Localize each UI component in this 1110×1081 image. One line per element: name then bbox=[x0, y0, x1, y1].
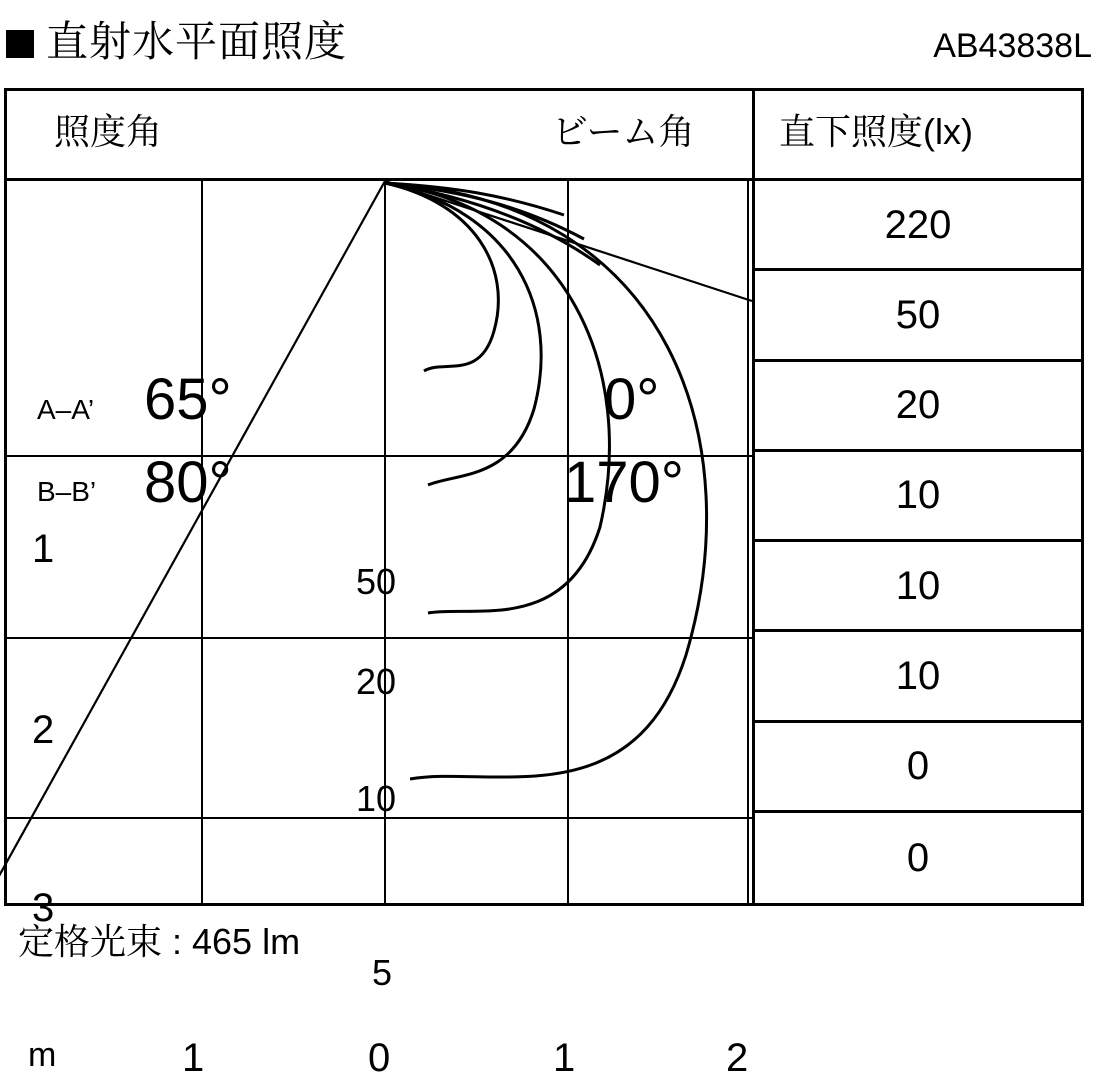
table-row bbox=[755, 271, 1081, 361]
page-title: 直射水平面照度 bbox=[46, 18, 348, 65]
cell-value: 10 bbox=[895, 563, 941, 608]
x-axis-unit-label: m bbox=[28, 1036, 57, 1074]
x-tick-label-left-1: 1 bbox=[182, 1036, 205, 1080]
contour-label-5: 5 bbox=[372, 952, 393, 993]
table-row bbox=[755, 813, 1081, 903]
column-header-beam-angle: ビーム角 bbox=[552, 111, 695, 152]
y-tick-label-3: 3 bbox=[32, 886, 55, 930]
cell-value: 10 bbox=[895, 653, 941, 698]
table-row bbox=[755, 723, 1081, 813]
filled-square-icon bbox=[6, 30, 34, 58]
annotation-bb-angle: 80° bbox=[144, 450, 232, 515]
contour-label-20: 20 bbox=[356, 661, 397, 702]
cell-value: 220 bbox=[884, 202, 952, 247]
column-header-illuminance-angle: 照度角 bbox=[54, 111, 163, 152]
annotation-aa-label: A–A’ bbox=[37, 394, 95, 425]
annotation-aa-angle: 65° bbox=[144, 367, 232, 432]
annotation-beam-angle-aa: 0° bbox=[604, 367, 660, 432]
x-tick-label-right-1: 1 bbox=[553, 1036, 576, 1080]
table-row bbox=[755, 362, 1081, 452]
table-row bbox=[755, 181, 1081, 271]
contour-label-50: 50 bbox=[356, 561, 397, 602]
annotation-beam-angle-bb: 170° bbox=[564, 450, 684, 515]
y-tick-label-1: 1 bbox=[32, 527, 55, 571]
direct-illuminance-value-column bbox=[755, 181, 1081, 903]
cell-value: 0 bbox=[906, 835, 930, 880]
rated-luminous-flux-note: 定格光束 : 465 lm bbox=[18, 921, 301, 962]
annotation-bb-label: B–B’ bbox=[37, 476, 97, 507]
cell-value: 20 bbox=[895, 383, 941, 428]
table-row bbox=[755, 542, 1081, 632]
cell-value: 50 bbox=[895, 292, 941, 337]
table-row bbox=[755, 632, 1081, 722]
y-tick-label-2: 2 bbox=[32, 708, 55, 752]
cell-value: 10 bbox=[895, 473, 941, 518]
product-code: AB43838L bbox=[933, 27, 1092, 65]
page-header bbox=[0, 0, 1110, 88]
table-row bbox=[755, 452, 1081, 542]
x-tick-label-0: 0 bbox=[368, 1036, 391, 1080]
contour-label-10: 10 bbox=[356, 778, 397, 819]
cell-value: 0 bbox=[906, 744, 930, 789]
column-header-direct-illuminance: 直下照度(lx) bbox=[779, 111, 973, 152]
x-tick-label-right-2: 2 bbox=[726, 1036, 749, 1080]
